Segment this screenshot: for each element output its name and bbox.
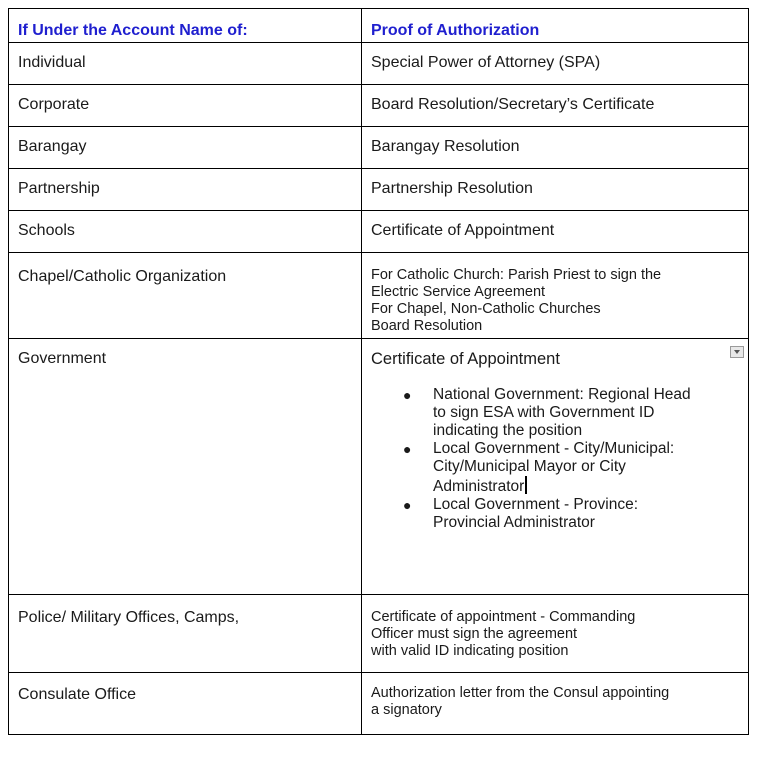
table-row	[9, 211, 749, 253]
proof-line: Electric Service Agreement	[371, 284, 546, 300]
bullet-line: City/Municipal Mayor or City	[433, 458, 626, 475]
bullet-line: to sign ESA with Government ID	[433, 404, 655, 421]
bullet-line: Provincial Administrator	[433, 514, 595, 531]
proof-line: a signatory	[371, 702, 442, 718]
account-cell[interactable]: Individual	[9, 43, 362, 85]
bullet-line: National Government: Regional Head	[433, 386, 691, 403]
proof-title: Certificate of Appointment	[371, 350, 560, 368]
proof-line: Authorization letter from the Consul appointing	[371, 685, 670, 701]
list-item	[403, 386, 739, 440]
bullet-line: Administrator	[433, 478, 525, 495]
account-cell[interactable]: Schools	[9, 211, 362, 253]
proof-cell[interactable]: Certificate of Appointment	[362, 211, 749, 253]
proof-cell[interactable]	[362, 673, 749, 735]
bullet-icon: ●	[403, 441, 412, 457]
proof-line: For Catholic Church: Parish Priest to sign the	[371, 267, 662, 283]
bullet-line: Local Government - Province:	[433, 496, 639, 513]
list-item	[403, 440, 739, 496]
proof-cell[interactable]	[362, 253, 749, 339]
table-row	[9, 169, 749, 211]
account-cell[interactable]: Police/ Military Offices, Camps,	[9, 595, 362, 673]
text-cursor	[525, 476, 527, 494]
account-cell[interactable]: Barangay	[9, 127, 362, 169]
account-cell[interactable]: Corporate	[9, 85, 362, 127]
proof-cell[interactable]	[362, 595, 749, 673]
proof-cell[interactable]: Barangay Resolution	[362, 127, 749, 169]
table-row	[9, 43, 749, 85]
proof-line: For Chapel, Non-Catholic Churches	[371, 301, 601, 317]
account-cell[interactable]: Chapel/Catholic Organization	[9, 253, 362, 339]
table-row	[9, 595, 749, 673]
proof-line: with valid ID indicating position	[371, 643, 569, 659]
bullet-line: indicating the position	[433, 422, 583, 439]
proof-line: Officer must sign the agreement	[371, 626, 578, 642]
proof-cell[interactable]: Special Power of Attorney (SPA)	[362, 43, 749, 85]
header-proof-of-authorization: Proof of Authorization	[362, 9, 749, 43]
table-row	[9, 339, 749, 595]
list-item	[403, 496, 739, 532]
account-cell[interactable]: Consulate Office	[9, 673, 362, 735]
table-row	[9, 85, 749, 127]
header-account-name: If Under the Account Name of:	[9, 9, 362, 43]
proof-line: Certificate of appointment - Commanding	[371, 609, 636, 625]
proof-cell[interactable]: Board Resolution/Secretary’s Certificate	[362, 85, 749, 127]
bullet-line-with-caret	[433, 476, 739, 496]
proof-line: Board Resolution	[371, 318, 483, 334]
authorization-table	[8, 8, 749, 735]
proof-cell[interactable]	[362, 339, 749, 595]
table-row	[9, 673, 749, 735]
proof-cell[interactable]: Partnership Resolution	[362, 169, 749, 211]
account-cell[interactable]: Government	[9, 339, 362, 595]
table-row	[9, 253, 749, 339]
account-cell[interactable]: Partnership	[9, 169, 362, 211]
table-header-row	[9, 9, 749, 43]
table-row	[9, 127, 749, 169]
bullet-icon: ●	[403, 387, 412, 403]
dropdown-arrow-icon[interactable]	[730, 346, 744, 358]
bullet-list	[371, 386, 739, 532]
bullet-icon: ●	[403, 497, 412, 513]
bullet-line: Local Government - City/Municipal:	[433, 440, 675, 457]
